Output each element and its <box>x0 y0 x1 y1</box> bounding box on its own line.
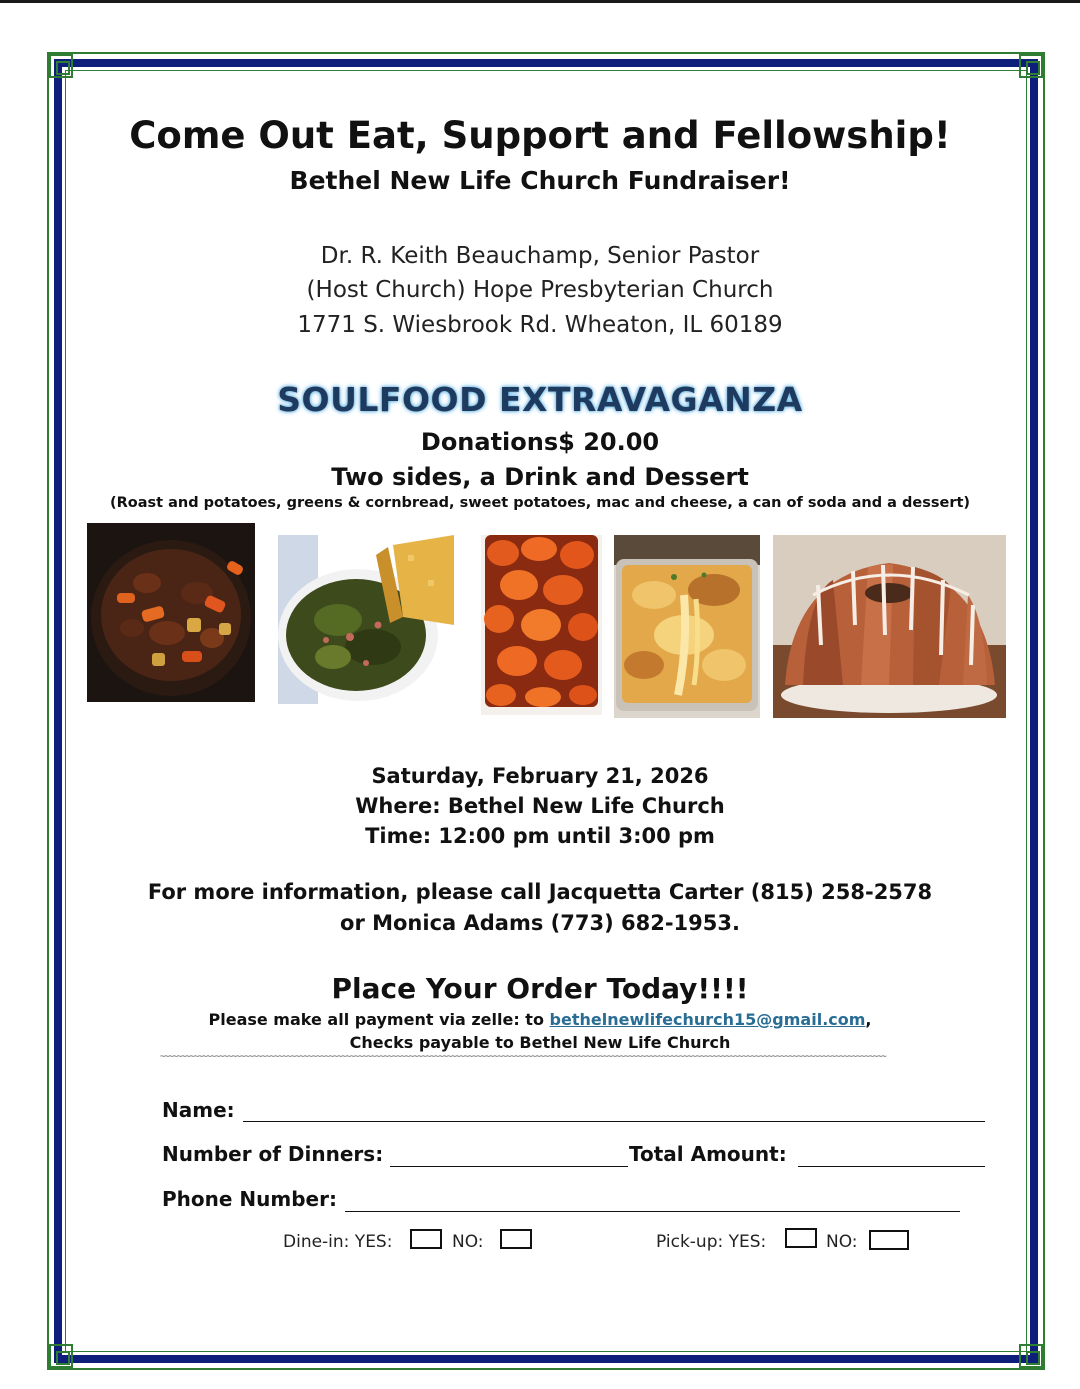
pick-up-label: Pick-up: YES: <box>656 1232 767 1252</box>
phone-label: Phone Number: <box>162 1187 337 1211</box>
payment-email-link[interactable]: bethelnewlifechurch15@gmail.com <box>549 1010 866 1029</box>
separator-line: ~~~~~~~~~~~~~~~~~~~~~~~~~~~~~~~~~~~~~~~~~~~~~~~~~~~~~~~~~~~~~~~~~~~~~~~~~~~~~~~~~~~~~~~~~~~~~~~~~~~~~~~~~~~~~~~~~~~~~~~~~~~~~~~~~~~~~~~~~~~~~~~~~~~~~~~~~~~~~~~~~~~~~~~~~~~~ <box>160 1052 886 1062</box>
contact-line-2: or Monica Adams (773) 682-1953. <box>340 911 740 935</box>
name-field[interactable] <box>243 1121 985 1122</box>
name-label: Name: <box>162 1098 235 1122</box>
host-church-line: (Host Church) Hope Presbyterian Church <box>306 277 774 303</box>
payment-instructions <box>0 1010 1080 1029</box>
meal-includes: Two sides, a Drink and Dessert <box>331 463 749 491</box>
pick-up-no-checkbox[interactable] <box>869 1230 909 1250</box>
pick-up-no-label: NO: <box>826 1232 858 1252</box>
corner-ornament-bottom-right <box>1019 1344 1043 1368</box>
event-time: Time: 12:00 pm until 3:00 pm <box>365 824 715 848</box>
sweet-potatoes-photo <box>481 535 602 715</box>
dine-in-no-checkbox[interactable] <box>500 1229 532 1249</box>
total-amount-label: Total Amount: <box>629 1142 787 1166</box>
corner-ornament-bottom-left <box>49 1344 73 1368</box>
payment-prefix: Please make all payment via zelle: to <box>208 1010 550 1029</box>
pastor-line: Dr. R. Keith Beauchamp, Senior Pastor <box>320 243 760 269</box>
dine-in-label: Dine-in: YES: <box>283 1232 393 1252</box>
event-date: Saturday, February 21, 2026 <box>371 764 709 788</box>
dine-in-yes-checkbox[interactable] <box>410 1229 442 1249</box>
corner-ornament-top-right <box>1019 54 1043 78</box>
mac-and-cheese-photo <box>614 535 760 718</box>
dinners-field[interactable] <box>390 1166 628 1167</box>
event-name: SOULFOOD EXTRAVAGANZA <box>277 380 803 419</box>
pick-up-yes-checkbox[interactable] <box>785 1228 817 1248</box>
contact-line-1: For more information, please call Jacquetta Carter (815) 258-2578 <box>147 880 933 904</box>
headline: Come Out Eat, Support and Fellowship! <box>129 114 951 157</box>
bundt-cake-photo <box>773 535 1006 718</box>
roast-and-potatoes-photo <box>87 523 255 702</box>
event-location: Where: Bethel New Life Church <box>355 794 725 818</box>
total-amount-field[interactable] <box>798 1166 985 1167</box>
top-edge-bar <box>0 0 1080 3</box>
dinners-label: Number of Dinners: <box>162 1142 384 1166</box>
checks-payable-line: Checks payable to Bethel New Life Church <box>349 1033 731 1052</box>
order-call-to-action: Place Your Order Today!!!! <box>331 972 749 1005</box>
subheadline: Bethel New Life Church Fundraiser! <box>289 166 791 195</box>
address-line: 1771 S. Wiesbrook Rd. Wheaton, IL 60189 <box>297 312 783 338</box>
dine-in-no-label: NO: <box>452 1232 484 1252</box>
payment-suffix: , <box>865 1010 872 1029</box>
donation-price: Donations$ 20.00 <box>420 428 660 456</box>
greens-and-cornbread-photo <box>278 535 454 704</box>
corner-ornament-top-left <box>49 54 73 78</box>
phone-field[interactable] <box>345 1211 960 1212</box>
menu-items: (Roast and potatoes, greens & cornbread, sweet potatoes, mac and cheese, a can of soda and a dessert) <box>109 495 971 511</box>
